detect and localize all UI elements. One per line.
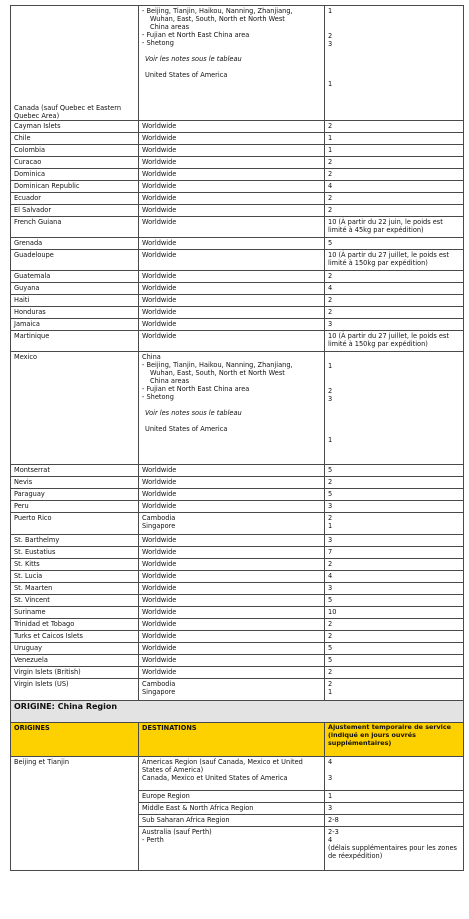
destination-cell: Worldwide xyxy=(139,535,325,547)
table-row xyxy=(11,133,464,145)
origin-cell: Suriname xyxy=(11,607,139,619)
cell-line: 2 xyxy=(328,680,333,688)
cell-line: Americas Region (sauf Canada, Mexico et United States of America) xyxy=(142,758,303,775)
destination-cell: Worldwide xyxy=(139,667,325,679)
origin-cell: Jamaica xyxy=(11,319,139,331)
destination-cell: Worldwide xyxy=(139,571,325,583)
cell-line: - Beijing, Tianjin, Haikou, Nanning, Zhanjiang, xyxy=(142,361,293,370)
value-cell: 2 xyxy=(325,121,464,133)
value-cell: 2 xyxy=(325,205,464,217)
value-cell: 2 xyxy=(325,631,464,643)
table-row xyxy=(11,205,464,217)
value-cell xyxy=(325,352,464,465)
origin-cell: Dominica xyxy=(11,169,139,181)
destination-cell: Worldwide xyxy=(139,271,325,283)
cell-line: 2 xyxy=(328,387,333,396)
origin-cell: Paraguay xyxy=(11,489,139,501)
cell-line: 2 xyxy=(328,514,333,522)
origin-cell: Cayman Islets xyxy=(11,121,139,133)
destination-cell: Worldwide xyxy=(139,619,325,631)
section-header-row xyxy=(11,701,464,723)
destination-cell: Worldwide xyxy=(139,217,325,238)
destination-cell: Worldwide xyxy=(139,477,325,489)
destination-cell xyxy=(139,513,325,535)
service-adjustment-table xyxy=(10,5,464,871)
destination-cell xyxy=(139,803,325,815)
value-line: 2 xyxy=(328,32,333,41)
destination-cell: Worldwide xyxy=(139,559,325,571)
destination-cell xyxy=(139,6,325,121)
table-row xyxy=(11,307,464,319)
table-row-virgin-us xyxy=(11,679,464,701)
value-cell: 5 xyxy=(325,595,464,607)
origin-cell: Montserrat xyxy=(11,465,139,477)
table-row xyxy=(11,501,464,513)
table-row xyxy=(11,169,464,181)
origin-cell xyxy=(11,513,139,535)
dest-line: United States of America xyxy=(145,71,228,80)
table-row xyxy=(11,145,464,157)
value-cell xyxy=(325,757,464,791)
value-cell: 2 xyxy=(325,307,464,319)
cell-line: Mexico xyxy=(14,353,38,361)
origin-cell xyxy=(11,757,139,871)
destination-cell: Worldwide xyxy=(139,465,325,477)
origin-cell: Peru xyxy=(11,501,139,513)
value-cell: 1 xyxy=(325,145,464,157)
destination-cell: Worldwide xyxy=(139,319,325,331)
table-row xyxy=(11,181,464,193)
cell-line: United States of America xyxy=(145,425,228,434)
destination-cell xyxy=(139,791,325,803)
table-row-puerto-rico xyxy=(11,513,464,535)
origin-cell: Martinique xyxy=(11,331,139,352)
cell-line: Virgin Islets (US) xyxy=(14,680,69,688)
cell-line: 1 xyxy=(328,436,333,445)
table-row xyxy=(11,583,464,595)
destination-cell: Worldwide xyxy=(139,250,325,271)
destination-cell: Worldwide xyxy=(139,157,325,169)
cell-line: Canada, Mexico et United States of America xyxy=(142,774,288,783)
cell-line: Europe Region xyxy=(142,792,190,800)
destination-cell xyxy=(139,815,325,827)
table-row xyxy=(11,607,464,619)
origin-cell xyxy=(11,352,139,465)
section-title: ORIGINE: China Region xyxy=(11,701,464,723)
cell-line: 3 xyxy=(328,804,333,812)
cell-line: 3 xyxy=(328,774,333,783)
table-row xyxy=(11,595,464,607)
table-row-canada xyxy=(11,6,464,121)
dest-line: - Shetong xyxy=(142,39,174,48)
cell-line: (délais supplémentaires pour les zones de réexpédition) xyxy=(328,844,457,861)
destination-cell: Worldwide xyxy=(139,489,325,501)
value-cell xyxy=(325,791,464,803)
value-cell xyxy=(325,827,464,871)
origin-cell: St. Kitts xyxy=(11,559,139,571)
column-header-row xyxy=(11,723,464,757)
column-header-c2: DESTINATIONS xyxy=(139,723,325,757)
destination-cell: Worldwide xyxy=(139,283,325,295)
value-cell: 10 (À partir du 27 juillet, le poids est limité à 150kg par expédition) xyxy=(325,331,464,352)
cell-line: Australia (sauf Perth) xyxy=(142,828,212,836)
value-line: 1 xyxy=(328,7,333,15)
table-row xyxy=(11,667,464,679)
cell-line: - Perth xyxy=(142,836,164,845)
destination-cell: Worldwide xyxy=(139,205,325,217)
table-row xyxy=(11,331,464,352)
value-cell: 2 xyxy=(325,477,464,489)
destination-cell: Worldwide xyxy=(139,655,325,667)
cell-line: Singapore xyxy=(142,688,176,697)
destination-cell xyxy=(139,757,325,791)
origin-cell: St. Vincent xyxy=(11,595,139,607)
cell-line: - Fujian et North East China area xyxy=(142,385,250,394)
origin-cell: Venezuela xyxy=(11,655,139,667)
dest-line: Wuhan, East, South, North et North West xyxy=(150,15,285,24)
cell-line: 2-3 xyxy=(328,828,339,836)
value-cell: 4 xyxy=(325,181,464,193)
destination-cell: Worldwide xyxy=(139,181,325,193)
destination-cell xyxy=(139,827,325,871)
cell-line: Middle East & North Africa Region xyxy=(142,804,254,812)
origin-cell: Nevis xyxy=(11,477,139,489)
value-line: 3 xyxy=(328,40,333,49)
value-cell: 7 xyxy=(325,547,464,559)
table-row xyxy=(11,631,464,643)
cell-line: Puerto Rico xyxy=(14,514,52,522)
dest-line: - Fujian et North East China area xyxy=(142,31,250,40)
origin-cell: Turks et Caicos Islets xyxy=(11,631,139,643)
destination-cell: Worldwide xyxy=(139,583,325,595)
destination-cell: Worldwide xyxy=(139,307,325,319)
destination-cell: Worldwide xyxy=(139,133,325,145)
value-cell: 10 xyxy=(325,607,464,619)
cell-line: 1 xyxy=(328,792,333,800)
table-row xyxy=(11,489,464,501)
origin-cell: Grenada xyxy=(11,238,139,250)
destination-cell: Worldwide xyxy=(139,238,325,250)
table-row xyxy=(11,655,464,667)
destination-cell: Worldwide xyxy=(139,169,325,181)
table-row xyxy=(11,157,464,169)
value-cell: 5 xyxy=(325,465,464,477)
value-cell: 2 xyxy=(325,295,464,307)
table-row-mexico xyxy=(11,352,464,465)
cell-line: 4 xyxy=(328,836,333,845)
table-row xyxy=(11,643,464,655)
value-cell xyxy=(325,815,464,827)
table-row xyxy=(11,271,464,283)
table-row xyxy=(11,477,464,489)
cell-line: Cambodia xyxy=(142,680,176,688)
value-cell xyxy=(325,679,464,701)
origin-cell: Guadeloupe xyxy=(11,250,139,271)
value-cell: 5 xyxy=(325,238,464,250)
dest-line: China areas xyxy=(150,23,190,32)
destination-cell xyxy=(139,679,325,701)
table-row xyxy=(11,121,464,133)
destination-cell: Worldwide xyxy=(139,193,325,205)
value-cell: 2 xyxy=(325,169,464,181)
value-cell: 10 (À partir du 22 juin, le poids est limité à 45kg par expédition) xyxy=(325,217,464,238)
value-cell: 2 xyxy=(325,193,464,205)
dest-line: - Beijing, Tianjin, Haikou, Nanning, Zhanjiang, xyxy=(142,7,293,15)
origin-cell: Guyana xyxy=(11,283,139,295)
value-cell: 2 xyxy=(325,157,464,169)
origin-cell: Trinidad et Tobago xyxy=(11,619,139,631)
table-row xyxy=(11,295,464,307)
table-row xyxy=(11,619,464,631)
value-cell: 4 xyxy=(325,571,464,583)
table-row xyxy=(11,283,464,295)
column-header-c1: ORIGINES xyxy=(11,723,139,757)
table-row xyxy=(11,465,464,477)
origin-cell: Guatemala xyxy=(11,271,139,283)
destination-cell: Worldwide xyxy=(139,547,325,559)
origin-cell: Colombia xyxy=(11,145,139,157)
cell-line: Wuhan, East, South, North et North West xyxy=(150,369,285,378)
value-cell: 3 xyxy=(325,319,464,331)
value-cell: 2 xyxy=(325,271,464,283)
origin-cell: Honduras xyxy=(11,307,139,319)
cell-line: Cambodia xyxy=(142,514,176,522)
origin-cell xyxy=(11,679,139,701)
destination-cell: Worldwide xyxy=(139,145,325,157)
column-header-c3: Ajustement temporaire de service (indiqué en jours ouvrés supplémentaires) xyxy=(325,723,464,757)
table-row xyxy=(11,250,464,271)
origin-cell xyxy=(11,6,139,121)
value-cell: 5 xyxy=(325,655,464,667)
table-row xyxy=(11,547,464,559)
value-cell: 10 (À partir du 27 juillet, le poids est limité à 150kg par expédition) xyxy=(325,250,464,271)
table-row xyxy=(11,535,464,547)
value-cell: 3 xyxy=(325,583,464,595)
destination-cell: Worldwide xyxy=(139,631,325,643)
origin-cell: Chile xyxy=(11,133,139,145)
value-cell: 4 xyxy=(325,283,464,295)
cell-line: Sub Saharan Africa Region xyxy=(142,816,230,824)
cell-line: - Shetong xyxy=(142,393,174,402)
origin-cell: Virgin Islets (British) xyxy=(11,667,139,679)
origin-cell: French Guiana xyxy=(11,217,139,238)
value-cell: 1 xyxy=(325,133,464,145)
cell-line: Voir les notes sous le tableau xyxy=(145,409,242,418)
table-row xyxy=(11,559,464,571)
origin-label: Canada (sauf Quebec et Eastern Quebec Area) xyxy=(14,103,122,120)
value-cell: 2 xyxy=(325,619,464,631)
origin-cell: St. Lucia xyxy=(11,571,139,583)
table-row xyxy=(11,217,464,238)
value-cell: 5 xyxy=(325,489,464,501)
origin-cell: El Salvador xyxy=(11,205,139,217)
origin-cell: Curacao xyxy=(11,157,139,169)
origin-cell: Uruguay xyxy=(11,643,139,655)
origin-cell: Dominican Republic xyxy=(11,181,139,193)
cell-line: 2-8 xyxy=(328,816,339,824)
destination-cell: Worldwide xyxy=(139,121,325,133)
table-row-china xyxy=(11,757,464,791)
cell-line: 4 xyxy=(328,758,333,766)
origin-cell: St. Eustatius xyxy=(11,547,139,559)
value-cell: 5 xyxy=(325,643,464,655)
notes-reference: Voir les notes sous le tableau xyxy=(145,55,242,64)
value-cell xyxy=(325,6,464,121)
value-cell: 2 xyxy=(325,559,464,571)
value-cell xyxy=(325,513,464,535)
destination-cell: Worldwide xyxy=(139,295,325,307)
value-cell: 3 xyxy=(325,501,464,513)
cell-line: China xyxy=(142,353,161,361)
cell-line: 1 xyxy=(328,688,333,697)
origin-cell: Ecuador xyxy=(11,193,139,205)
destination-cell: Worldwide xyxy=(139,643,325,655)
cell-line: China areas xyxy=(150,377,190,386)
value-line: 1 xyxy=(328,80,333,89)
destination-cell: Worldwide xyxy=(139,595,325,607)
value-cell xyxy=(325,803,464,815)
value-cell: 2 xyxy=(325,667,464,679)
destination-cell xyxy=(139,352,325,465)
cell-line: 1 xyxy=(328,362,333,370)
origin-cell: St. Barthelmy xyxy=(11,535,139,547)
value-cell: 3 xyxy=(325,535,464,547)
table-row xyxy=(11,193,464,205)
table-row xyxy=(11,571,464,583)
cell-line: Singapore xyxy=(142,522,176,531)
cell-line: Beijing et Tianjin xyxy=(14,758,69,766)
table-row xyxy=(11,238,464,250)
destination-cell: Worldwide xyxy=(139,501,325,513)
table-row xyxy=(11,319,464,331)
cell-line: 3 xyxy=(328,395,333,404)
origin-cell: Haiti xyxy=(11,295,139,307)
origin-cell: St. Maarten xyxy=(11,583,139,595)
destination-cell: Worldwide xyxy=(139,331,325,352)
destination-cell: Worldwide xyxy=(139,607,325,619)
cell-line: 1 xyxy=(328,522,333,531)
